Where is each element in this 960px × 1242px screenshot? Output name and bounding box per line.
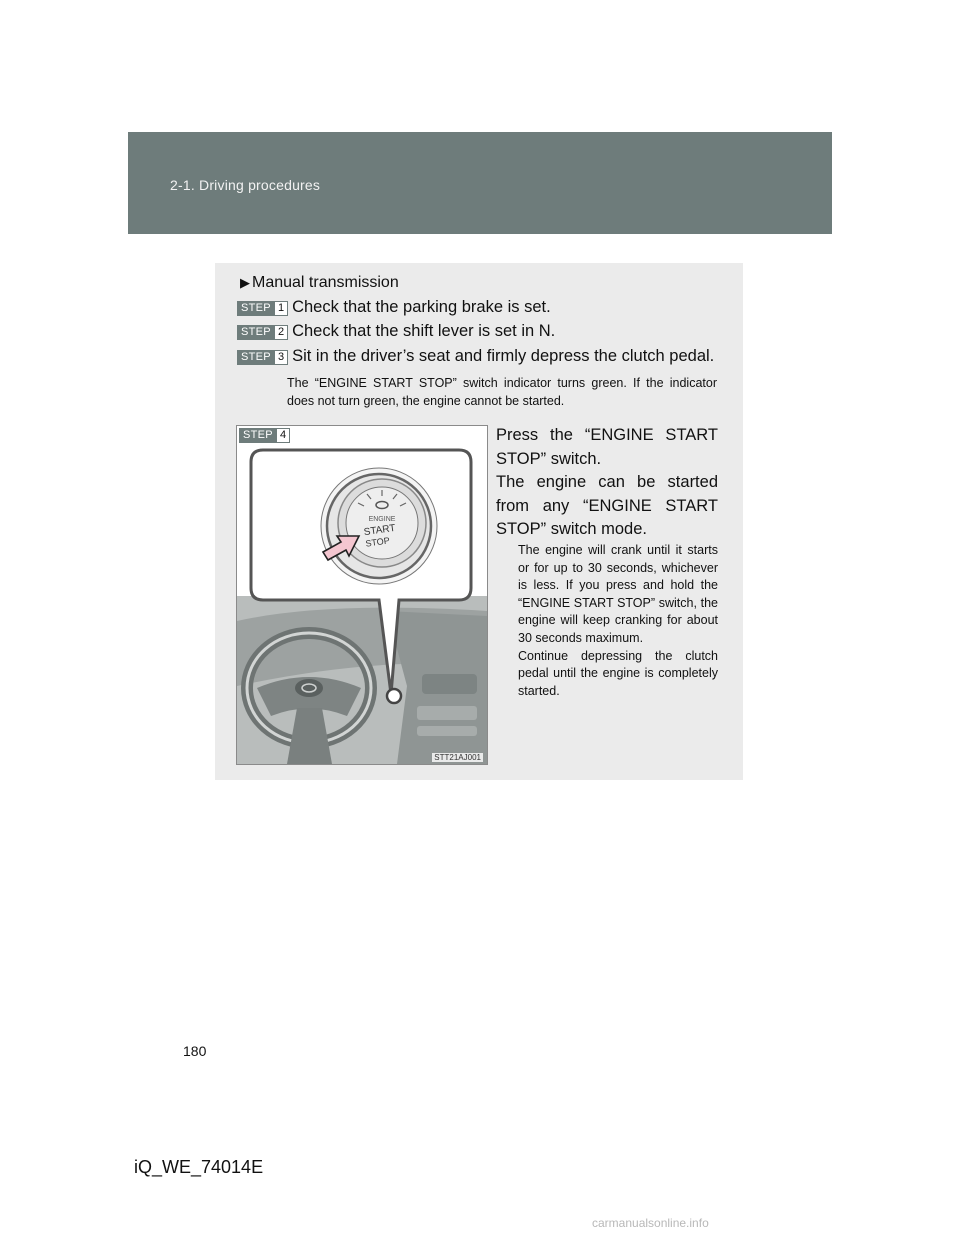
step-1 [237,298,551,317]
section-title: 2-1. Driving procedures [170,177,321,193]
procedure-panel [215,263,743,780]
step-badge: STEP 1 [237,301,288,316]
page-number: 180 [183,1043,207,1059]
stop-label: STOP [364,535,391,549]
subsection-heading [240,274,399,292]
step-2-text: Check that the shift lever is set in N. [292,322,556,340]
figure-code: STT21AJ001 [434,753,481,762]
step-4-badge: STEP 4 [239,428,290,443]
engine-label: ENGINE [368,516,396,523]
step-4-note-2: Continue depressing the clutch pedal until the engine is completely started. [518,648,718,698]
step-3-text: Sit in the driver’s seat and firmly depress the clutch pedal. [292,347,715,365]
step-4-note [518,542,718,700]
triangle-icon: ▶ [240,275,250,290]
step-1-text: Check that the parking brake is set. [292,298,551,316]
document-id: iQ_WE_74014E [134,1157,264,1177]
section-header [128,132,832,234]
step-4-detail: The engine can be started from any “ENGINE START STOP” switch mode. [496,473,718,538]
subsection-title: Manual transmission [252,274,399,291]
step-4-text [496,424,718,542]
step-4-instruction: Press the “ENGINE START STOP” switch. [496,426,718,468]
watermark: carmanualsonline.info [592,1216,709,1230]
step-3 [237,347,714,366]
step-3-note: The “ENGINE START STOP” switch indicator turns green. If the indicator does not turn green, the engine cannot be started. [287,376,717,408]
step-2 [237,322,555,341]
start-label: START [363,522,397,539]
step-badge: STEP 2 [237,325,288,340]
step-4-note-1: The engine will crank until it starts or for up to 30 seconds, whichever is less. If you press and hold the “ENGINE START STOP” switch, the engine will keep cranking for about 30 seconds maximum. [518,543,718,645]
dashboard-illustration [237,426,487,764]
step-badge: STEP 3 [237,350,288,365]
start-button-illustration [236,425,488,765]
